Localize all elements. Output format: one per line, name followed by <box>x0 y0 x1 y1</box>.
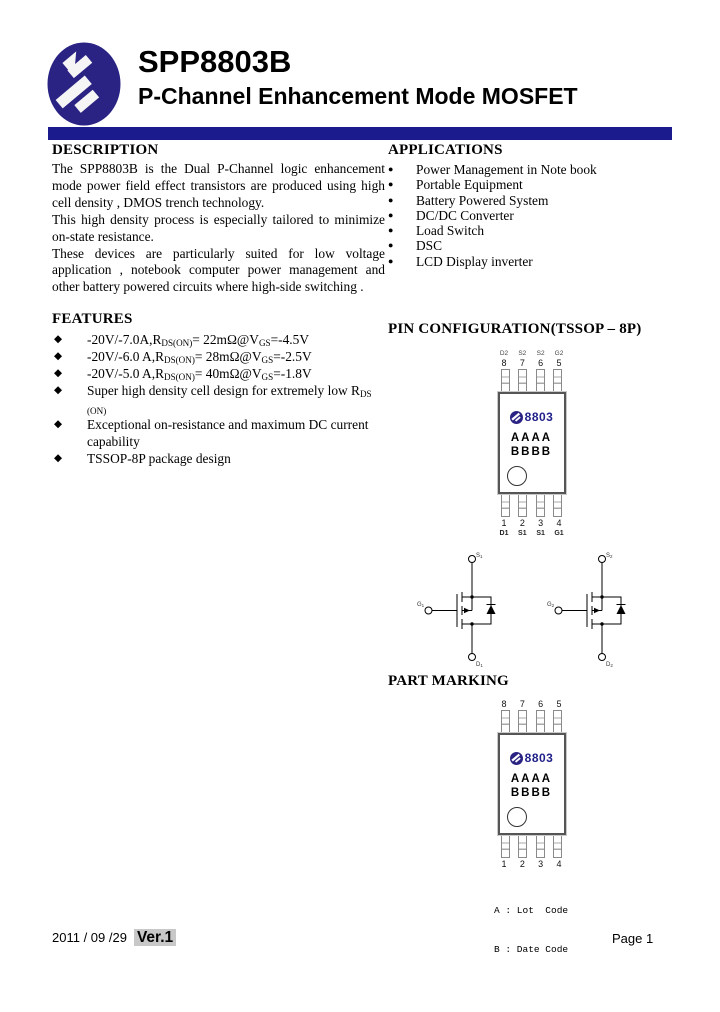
item-text: Portable Equipment <box>416 177 523 193</box>
chip-pin <box>536 369 545 392</box>
item-text: Super high density cell design for extremely low $R_{DS (ON)}$ <box>87 383 372 417</box>
part-marking-heading: PART MARKING <box>388 673 509 690</box>
chip-pin <box>536 494 545 517</box>
item-text: $-20V/-7.0A,R_{DS(ON)}=$ $22m\Omega@V_{GS}=-4.5V$ <box>87 332 310 349</box>
item-text: DC/DC Converter <box>416 207 514 223</box>
page-number: Page 1 <box>612 931 654 946</box>
pin-number: 8 <box>501 358 507 369</box>
item-text: Power Management in Note book <box>416 162 597 177</box>
package-pins-bottom <box>497 494 567 517</box>
bullet-icon: ● <box>388 209 394 220</box>
pin-configuration-diagram <box>388 350 675 537</box>
bullet-icon: ● <box>388 179 394 190</box>
chip-pin <box>518 494 527 517</box>
version-badge: Ver.1 <box>134 929 176 946</box>
chip-logo-icon <box>510 752 523 765</box>
body-diode <box>616 605 625 614</box>
bullet-icon: ◆ <box>54 334 63 346</box>
feature-item <box>52 365 385 382</box>
package-pins-bottom <box>497 835 567 858</box>
chip-marking-part: 8803 <box>524 410 554 425</box>
chip-pin <box>501 494 510 517</box>
bullet-icon: ● <box>388 255 394 266</box>
pin-function-label: S2 <box>518 350 527 358</box>
pin-number: 3 <box>538 518 544 529</box>
pin-number: 5 <box>556 699 562 710</box>
application-item <box>388 193 675 208</box>
applications-list <box>388 162 675 269</box>
chip-marking-logo <box>500 751 564 765</box>
mosfet-symbol-q2 <box>547 549 647 667</box>
gate-label: G2 <box>546 602 554 609</box>
drain-label: D2 <box>605 662 613 668</box>
item-text: -20V/-5.0 $A,R_{DS(ON)}=$ $40m\Omega@V_{GS}=-1.8V$ <box>87 366 312 383</box>
item-text: DSC <box>416 238 443 254</box>
pin-number: 6 <box>538 699 544 710</box>
title-block <box>138 46 578 109</box>
applications-heading: APPLICATIONS <box>388 142 503 158</box>
pin-number: 3 <box>538 859 544 870</box>
pin-number: 4 <box>556 859 562 870</box>
chip-pin <box>553 835 562 858</box>
chip-marking-part: 8803 <box>524 751 554 766</box>
application-item <box>388 208 675 223</box>
pin-number: 7 <box>519 699 525 710</box>
pin-function-label: G1 <box>554 530 564 538</box>
chip-marking-logo <box>500 410 564 424</box>
bullet-icon: ◆ <box>54 368 63 380</box>
item-text: Battery Powered System <box>416 192 549 208</box>
pin-number: 2 <box>519 859 525 870</box>
description-text <box>52 161 385 296</box>
pin-number: 2 <box>519 518 525 529</box>
pin-number: 1 <box>501 518 507 529</box>
chip-marking-date: BBBB <box>510 787 553 800</box>
item-text: -20V/-6.0 $A,R_{DS(ON)}=$ $28m\Omega@V_{GS}=-2.5V$ <box>87 349 312 366</box>
bullet-icon: ● <box>388 164 394 174</box>
application-item <box>388 177 675 192</box>
pin-function-labels-bottom <box>497 529 567 537</box>
chip-pin <box>553 369 562 392</box>
chip-pin <box>501 369 510 392</box>
pin-configuration-heading: PIN CONFIGURATION(TSSOP – 8P) <box>388 321 642 338</box>
item-text: LCD Display inverter <box>416 253 533 269</box>
description-paragraph: The SPP8803B is the Dual P-Channel logic enhancement mode power field effect transistors are produced using high cell density , DMOS trench technology. <box>52 161 385 210</box>
left-column <box>52 142 385 467</box>
package-pins-top <box>497 710 567 733</box>
feature-item <box>52 348 385 365</box>
pin-numbers-top <box>497 357 567 369</box>
chip-pin <box>501 835 510 858</box>
pin-number: 8 <box>501 699 507 710</box>
mosfet-body-arrow <box>594 608 600 613</box>
bullet-icon: ● <box>388 240 394 251</box>
chip-pin <box>536 710 545 733</box>
chip-pin <box>501 710 510 733</box>
feature-item <box>52 416 385 450</box>
revision-date: 2011 / 09 /29 <box>52 930 127 945</box>
pin-function-label: S1 <box>518 530 527 538</box>
application-item <box>388 162 675 177</box>
package-body <box>498 733 566 835</box>
drain-label: D1 <box>475 662 483 668</box>
pin-numbers-top <box>497 698 567 710</box>
source-label: S1 <box>475 553 483 560</box>
date-code-note: B : Date Code <box>494 944 569 956</box>
package-body <box>498 392 566 494</box>
description-heading: DESCRIPTION <box>52 142 159 158</box>
features-heading: FEATURES <box>52 311 133 328</box>
chip-pin <box>553 494 562 517</box>
bullet-icon: ◆ <box>54 351 63 363</box>
bullet-icon: ◆ <box>54 385 63 397</box>
mosfet-schematics <box>388 549 675 667</box>
item-text: Load Switch <box>416 223 485 239</box>
body-diode <box>486 605 495 614</box>
description-paragraph: This high density process is especially tailored to minimize on-state resistance. <box>52 211 385 244</box>
part-marking-diagram <box>388 698 675 870</box>
pin-number: 7 <box>519 358 525 369</box>
feature-item <box>52 331 385 348</box>
pin1-indicator <box>507 807 527 827</box>
page-title: P-Channel Enhancement Mode MOSFET <box>138 83 578 109</box>
chip-marking-date: BBBB <box>510 446 553 459</box>
chip-pin <box>553 710 562 733</box>
bullet-icon: ● <box>388 225 394 236</box>
part-number: SPP8803B <box>138 44 292 79</box>
description-paragraph: These devices are particularly suited for low voltage application , notebook computer power management and other battery powered circuits where high-side switching . <box>52 245 385 295</box>
source-label: S2 <box>605 553 613 560</box>
chip-logo-icon <box>510 411 523 424</box>
pin-numbers-bottom <box>497 858 567 870</box>
mosfet-body-arrow <box>464 608 470 613</box>
pin-function-label: G2 <box>554 350 564 358</box>
pin-function-label: D1 <box>499 530 509 538</box>
chip-pin <box>518 369 527 392</box>
pin-number: 4 <box>556 518 562 529</box>
application-item <box>388 223 675 238</box>
features-list <box>52 331 385 467</box>
chip-marking-lot: AAAA <box>510 432 553 445</box>
bullet-icon: ◆ <box>54 453 63 465</box>
bullet-icon: ● <box>388 194 394 205</box>
package-pins-top <box>497 369 567 392</box>
pin-number: 5 <box>556 358 562 369</box>
bullet-icon: ◆ <box>54 419 63 431</box>
pin-number: 6 <box>538 358 544 369</box>
pin-function-label: S1 <box>536 530 545 538</box>
chip-pin <box>518 710 527 733</box>
pin-numbers-bottom <box>497 517 567 529</box>
feature-item <box>52 382 385 416</box>
feature-item <box>52 450 385 467</box>
chip-pin <box>536 835 545 858</box>
application-item <box>388 238 675 253</box>
pin-number: 1 <box>501 859 507 870</box>
mosfet-symbol-q1 <box>417 549 517 667</box>
header-divider-bar <box>48 127 672 140</box>
gate-label: G1 <box>416 602 424 609</box>
chip-pin <box>518 835 527 858</box>
footer-revision <box>52 929 176 947</box>
application-item <box>388 254 675 269</box>
brand-logo-icon <box>47 42 121 126</box>
pin-function-labels-top <box>497 350 567 357</box>
item-text: TSSOP-8P package design <box>87 451 231 467</box>
pin-function-label: D2 <box>499 350 509 358</box>
pin1-indicator <box>507 466 527 486</box>
right-column <box>388 142 675 982</box>
pin-function-label: S2 <box>536 350 545 358</box>
chip-marking-lot: AAAA <box>510 773 553 786</box>
lot-code-note: A : Lot Code <box>494 905 569 917</box>
item-text: Exceptional on-resistance and maximum DC current capability <box>87 417 369 450</box>
